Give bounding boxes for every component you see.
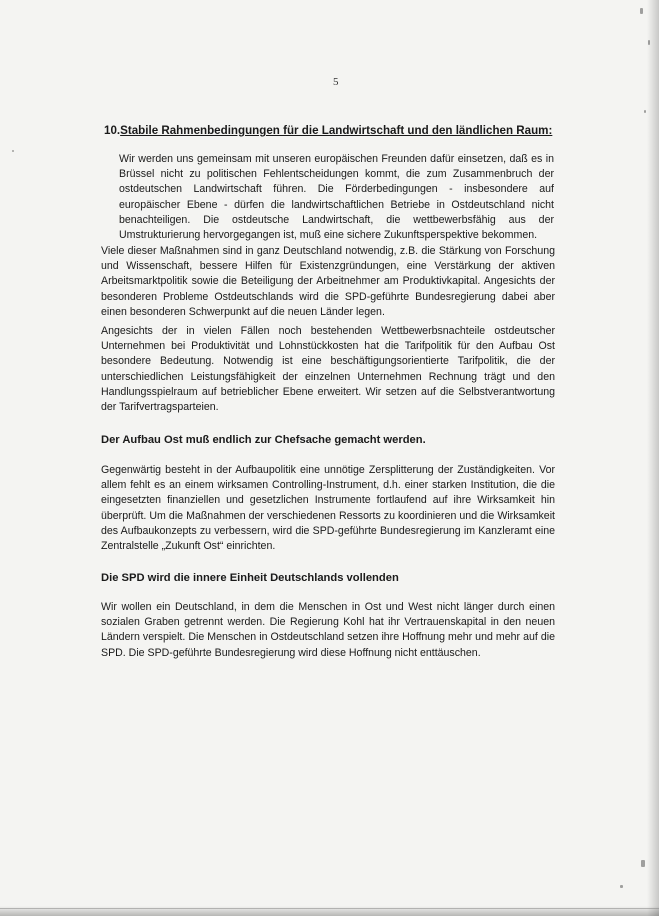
scan-speck <box>648 40 650 45</box>
scan-speck <box>640 8 643 14</box>
heading-text: Stabile Rahmenbedingungen für die Landwirtschaft und den ländlichen Raum: <box>120 124 553 137</box>
scan-line <box>0 908 659 909</box>
section-heading-aufbau-ost: Der Aufbau Ost muß endlich zur Chefsache gemacht werden. <box>101 434 426 446</box>
page-number: 5 <box>333 76 339 88</box>
paragraph-einheit: Wir wollen ein Deutschland, in dem die Menschen in Ost und West nicht länger durch einen sozialen Graben getrennt werden. Die Regierung Kohl hat ihr Vertrauenskapital in den neuen Ländern verspielt. Die Menschen in Ostdeutschland setzen ihre Hoffnung mehr und mehr auf die SPD. Die SPD-geführte Bundesregierung wird diese Hoffnung nicht enttäuschen. <box>101 601 555 659</box>
section-heading-landwirtschaft <box>104 124 554 137</box>
paragraph-massnahmen: Viele dieser Maßnahmen sind in ganz Deutschland notwendig, z.B. die Stärkung von Forschung und Wissenschaft, bessere Hilfen für Existenzgründungen, eine Verstärkung der aktiven Arbeitsmarktpolitik sowie die Beteiligung der Arbeitnehmer am Produktivkapital. Angesichts der besonderen Probleme Ostdeutschlands wird die SPD-geführte Bundesregierung dabei aber einen besonderen Schwerpunkt auf die neuen Länder legen. <box>101 245 555 318</box>
scan-speck <box>12 150 14 152</box>
section-heading-innere-einheit: Die SPD wird die innere Einheit Deutschlands vollenden <box>101 572 399 584</box>
scan-speck <box>620 885 623 888</box>
indented-paragraph: Wir werden uns gemeinsam mit unseren europäischen Freunden dafür einsetzen, daß es in Brüssel nicht zu politischen Fehlentscheidungen kommt, die zum Zusammenbruch der ostdeutschen Landwirtschaft führen. Die Förderbedingungen - insbesondere auf europäischer Ebene - dürfen die landwirtschaftlichen Betriebe in Ostdeutschland nicht benachteiligen. Die ostdeutsche Landwirtschaft, die wettbewerbsfähig aus der Umstrukturierung hervorgegangen ist, muß eine sichere Zukunftsperspektive bekommen. <box>119 153 554 242</box>
scan-speck <box>644 110 646 113</box>
paragraph-tarifpolitik: Angesichts der in vielen Fällen noch bestehenden Wettbewerbsnachteile ostdeutscher Unternehmen bei Produktivität und Lohnstückkosten hat die Tarifpolitik für den Aufbau Ost besondere Bedeutung. Notwendig ist eine beschäftigungsorientierte Tarifpolitik, die der unterschiedlichen Leistungsfähigkeit der einzelnen Unternehmen Rechnung trägt und den Handlungsspielraum auf betrieblicher Ebene erweitert. Wir setzen auf die Selbstverantwortung der Tarifvertragsparteien. <box>101 325 555 414</box>
scan-shadow-right <box>647 0 659 916</box>
paragraph-aufbaupolitik: Gegenwärtig besteht in der Aufbaupolitik eine unnötige Zersplitterung der Zuständigkeiten. Vor allem fehlt es an einem wirksamen Controlling-Instrument, d.h. einer starken Institution, die die eingesetzten finanziellen und gesetzlichen Instrumente fortlaufend auf ihre Wirksamkeit hin überprüft. Um die Maßnahmen der verschiedenen Ressorts zu koordinieren und die Wirksamkeit des Aufbaukonzepts zu verbessern, wird die SPD-geführte Bundesregierung im Kanzleramt eine Zentralstelle „Zukunft Ost“ einrichten. <box>101 464 555 553</box>
heading-number: 10. <box>104 124 121 137</box>
scan-speck <box>641 860 645 867</box>
